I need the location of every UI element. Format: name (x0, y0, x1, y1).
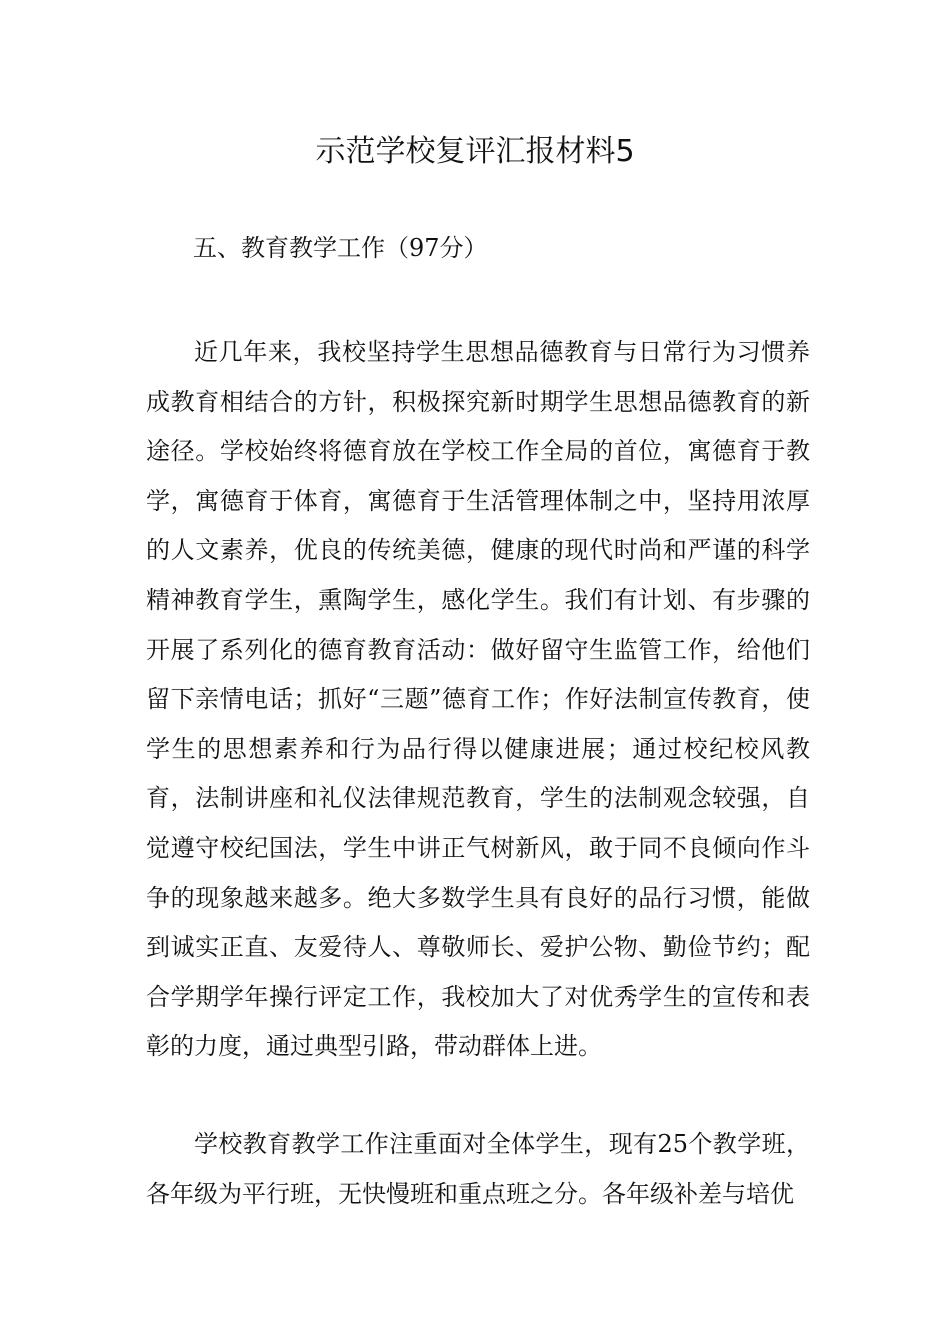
section-heading: 五、教育教学工作（97分） (193, 234, 488, 262)
body-paragraph-2: 学校教育教学工作注重面对全体学生，现有25个教学班，各年级为平行班，无快慢班和重点班之分。各年级补差与培优 (146, 1130, 810, 1208)
document-title: 示范学校复评汇报材料5 (315, 134, 635, 169)
body-paragraph-1: 近几年来，我校坚持学生思想品德教育与日常行为习惯养成教育相结合的方针，积极探究新时期学生思想品德教育的新途径。学校始终将德育放在学校工作全局的首位，寓德育于教学，寓德育于体育，寓德育于生活管理体制之中，坚持用浓厚的人文素养，优良的传统美德，健康的现代时尚和严谨的科学精神教育学生，熏陶学生，感化学生。我们有计划、有步骤的开展了系列化的德育教育活动：做好留守生监管工作，给他们留下亲情电话；抓好“三题”德育工作；作好法制宣传教育，使学生的思想素养和行为品行得以健康进展；通过校纪校风教育，法制讲座和礼仪法律规范教育，学生的法制观念较强，自觉遵守校纪国法，学生中讲正气树新风，敢于同不良倾向作斗争的现象越来越多。绝大多数学生具有良好的品行习惯，能做到诚实正直、友爱待人、尊敬师长、爱护公物、勤俭节约；配合学期学年操行评定工作，我校加大了对优秀学生的宣传和表彰的力度，通过典型引路，带动群体上进。 (146, 338, 810, 1061)
